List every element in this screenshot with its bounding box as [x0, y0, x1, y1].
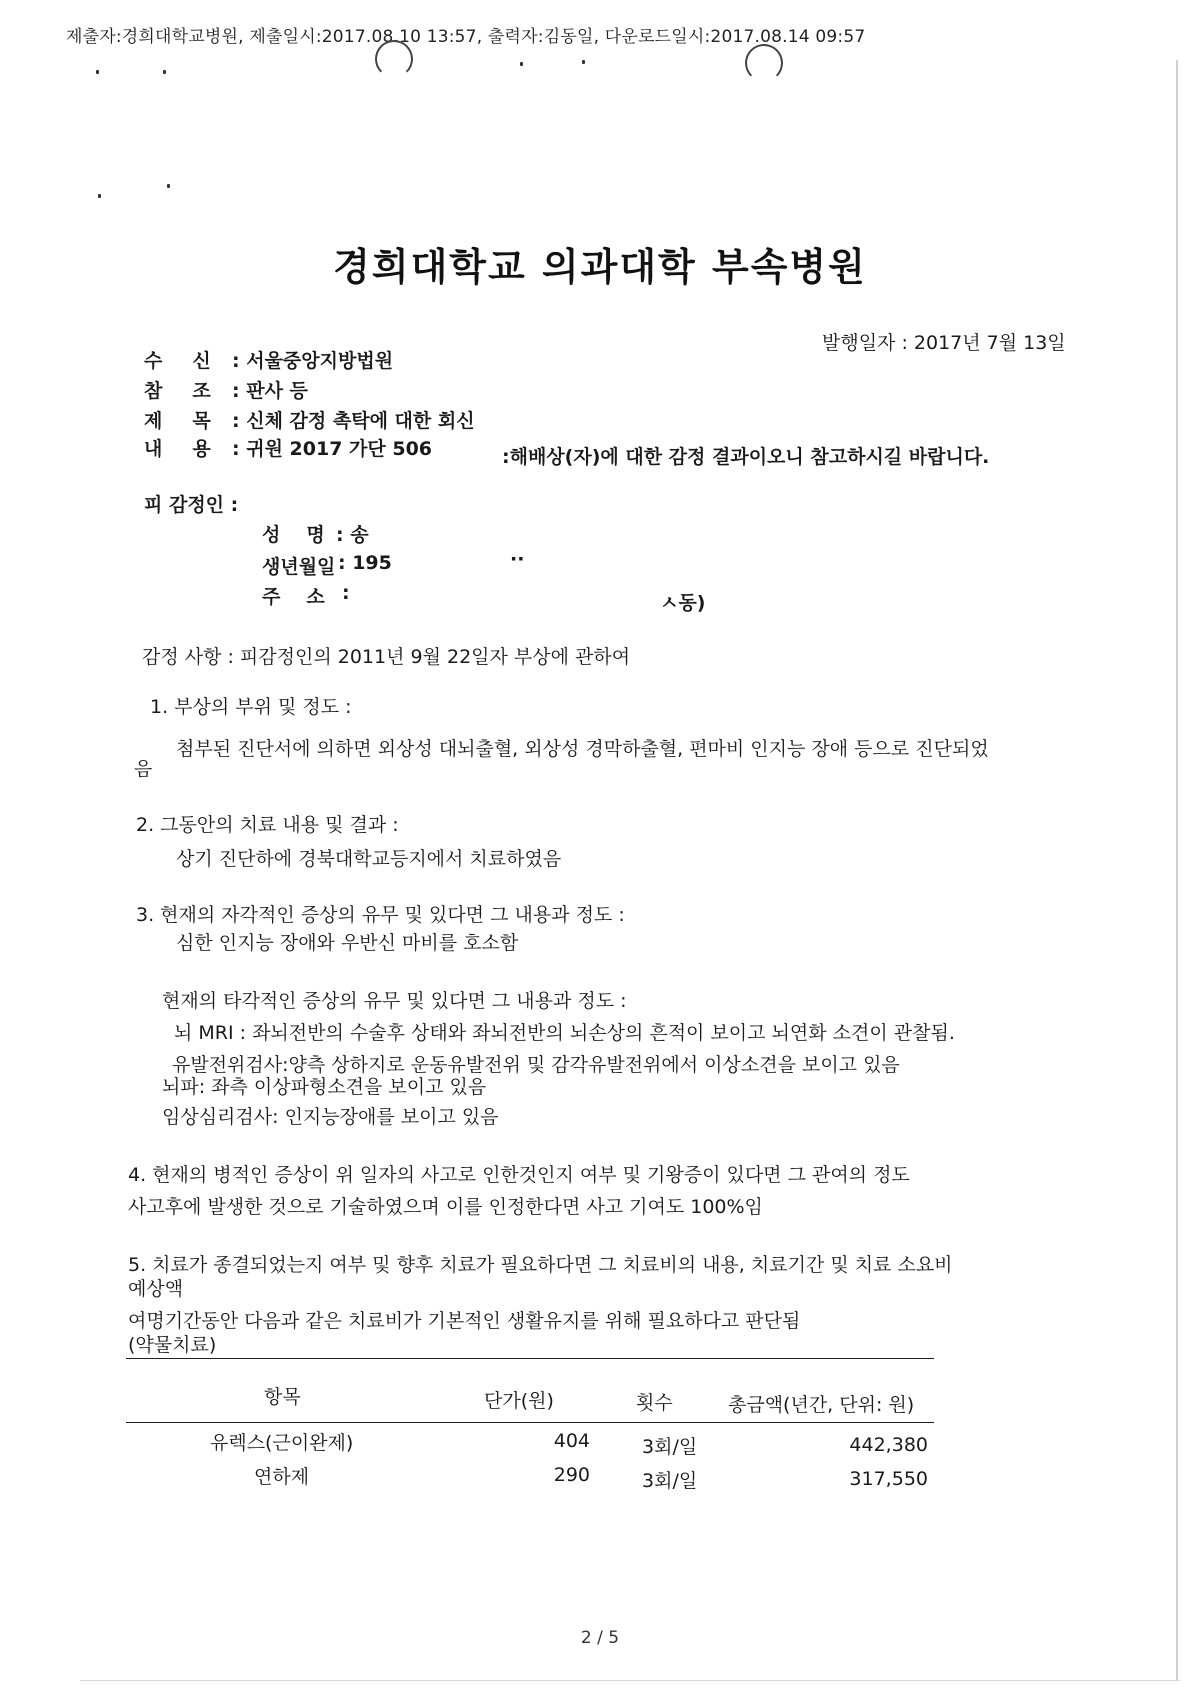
- table-row-2-total: 317,550: [849, 1468, 928, 1490]
- ref-label: 참 조: [144, 380, 211, 402]
- scan-speck: [167, 184, 170, 188]
- scan-speck: [163, 70, 166, 74]
- table-header-frequency: 횟수: [636, 1392, 673, 1414]
- address-colon: :: [342, 582, 350, 604]
- eeg-finding: 뇌파: 좌측 이상파형소견을 보이고 있음: [162, 1076, 487, 1098]
- punch-hole-right: [745, 44, 783, 82]
- content-label: 내 용: [144, 438, 211, 460]
- ref-value: : 판사 등: [232, 380, 308, 402]
- table-top-rule: [126, 1358, 934, 1359]
- section-3b-title: 현재의 타각적인 증상의 유무 및 있다면 그 내용과 정도 :: [162, 990, 627, 1012]
- table-row-2-price: 290: [553, 1464, 590, 1486]
- scan-speck: [520, 62, 523, 66]
- section-4-body: 사고후에 발생한 것으로 기술하였으며 이를 인정한다면 사고 기여도 100%임: [128, 1196, 763, 1218]
- table-row-1-total: 442,380: [849, 1434, 928, 1456]
- scan-speck: [96, 70, 99, 74]
- section-2-title: 2. 그동안의 치료 내용 및 결과 :: [136, 814, 399, 836]
- content-value-a: : 귀원 2017 가단 506: [232, 438, 433, 460]
- address-label: 주 소: [262, 586, 325, 608]
- punch-hole-left: [375, 40, 413, 78]
- subject-person-heading: 피 감정인 :: [144, 494, 239, 516]
- section-3-title: 3. 현재의 자각적인 증상의 유무 및 있다면 그 내용과 정도 :: [136, 904, 625, 926]
- name-label: 성 명: [262, 524, 325, 546]
- birth-tail: ··: [510, 548, 525, 570]
- name-value: : 송: [336, 524, 369, 546]
- table-header-rule: [126, 1422, 934, 1423]
- section-3-body: 심한 인지능 장애와 우반신 마비를 호소함: [176, 932, 519, 954]
- table-row-1-item: 유렉스(근이완제): [210, 1432, 354, 1454]
- table-header-item: 항목: [264, 1386, 301, 1408]
- content-value-b: :해배상(자)에 대한 감정 결과이오니 참고하시길 바랍니다.: [502, 446, 990, 468]
- page-number: 2 / 5: [580, 1628, 620, 1648]
- section-5-title-cont: 예상액: [128, 1278, 184, 1300]
- scan-edge-bottom: [80, 1680, 1180, 1681]
- to-label: 수 신: [144, 350, 211, 372]
- hospital-title: 경희대학교 의과대학 부속병원: [333, 245, 867, 289]
- table-row-1-price: 404: [553, 1430, 590, 1452]
- section-5-title: 5. 치료가 종결되었는지 여부 및 향후 치료가 필요하다면 그 치료비의 내용, 치료기간 및 치료 소요비: [128, 1254, 953, 1276]
- to-value: : 서울중앙지방법원: [232, 350, 394, 372]
- appraisal-items: 감정 사항 : 피감정인의 2011년 9월 22일자 부상에 관하여: [142, 646, 631, 668]
- section-5-body: 여명기간동안 다음과 같은 치료비가 기본적인 생활유지를 위해 필요하다고 판단됨: [128, 1310, 801, 1332]
- scan-speck: [582, 60, 585, 64]
- scan-speck: [98, 194, 101, 198]
- section-1-body: 첨부된 진단서에 의하면 외상성 대뇌출혈, 외상성 경막하출혈, 편마비 인지능 장애 등으로 진단되었: [176, 738, 989, 760]
- table-row-2-item: 연하제: [254, 1466, 310, 1488]
- section-2-body: 상기 진단하에 경북대학교등지에서 치료하였음: [176, 848, 562, 870]
- section-1-title: 1. 부상의 부위 및 정도 :: [150, 696, 352, 718]
- table-row-2-frequency: 3회/일: [642, 1470, 698, 1492]
- subject-label: 제 목: [144, 410, 211, 432]
- issue-date: 발행일자 : 2017년 7월 13일: [822, 332, 1066, 354]
- subject-value: : 신체 감정 촉탁에 대한 회신: [232, 410, 475, 432]
- table-row-1-frequency: 3회/일: [642, 1436, 698, 1458]
- psych-test-finding: 임상심리검사: 인지능장애를 보이고 있음: [162, 1106, 499, 1128]
- table-header-unit-price: 단가(원): [484, 1390, 554, 1412]
- section-5-sub: (약물치료): [128, 1334, 217, 1356]
- evoked-potential-finding: 유발전위검사:양측 상하지로 운동유발전위 및 감각유발전위에서 이상소견을 보이고 있음: [172, 1054, 900, 1076]
- mri-finding: 뇌 MRI : 좌뇌전반의 수술후 상태와 좌뇌전반의 뇌손상의 흔적이 보이고 뇌연화 소견이 관찰됨.: [174, 1022, 955, 1044]
- birth-value: : 195: [338, 552, 392, 574]
- birth-label: 생년월일: [262, 556, 336, 578]
- scan-edge-right: [1176, 60, 1178, 1680]
- section-1-body-cont: 음: [134, 758, 153, 780]
- section-4-title: 4. 현재의 병적인 증상이 위 일자의 사고로 인한것인지 여부 및 기왕증이 있다면 그 관여의 정도: [128, 1164, 910, 1186]
- table-header-total: 총금액(년간, 단위: 원): [728, 1394, 915, 1416]
- address-tail: ㅅ동): [660, 592, 706, 614]
- submission-header: 제출자:경희대학교병원, 제출일시:2017.08.10 13:57, 출력자:김동일, 다운로드일시:2017.08.14 09:57: [66, 27, 866, 47]
